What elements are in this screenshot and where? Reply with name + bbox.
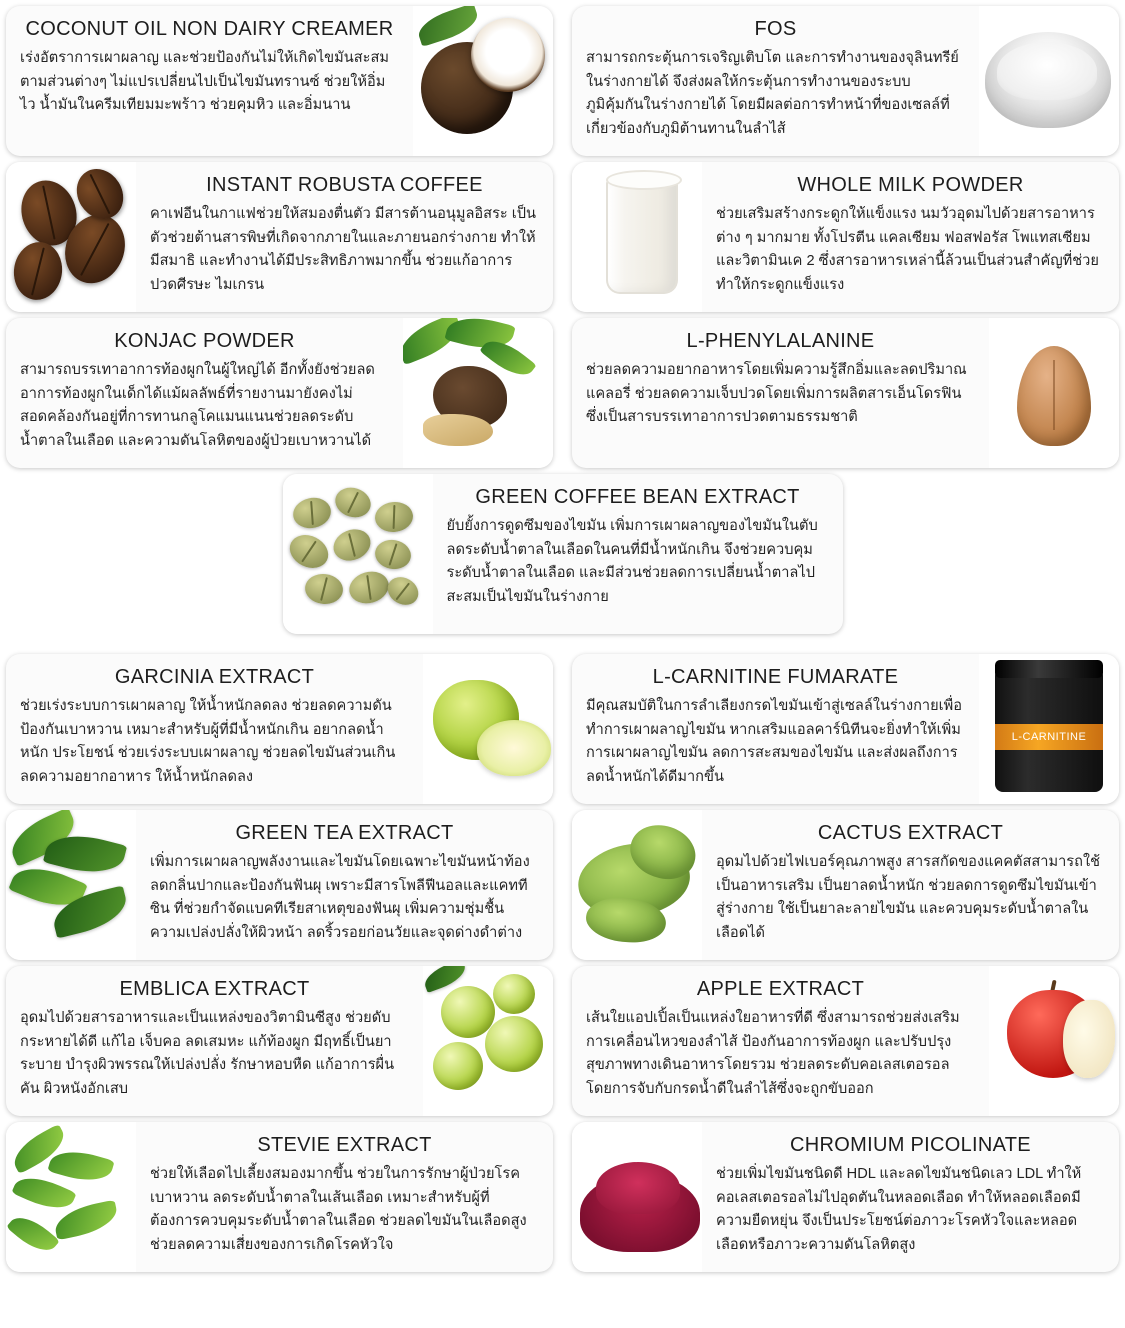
card-row <box>0 654 1125 804</box>
card-title: STEVIE EXTRACT <box>257 1134 432 1156</box>
card-body <box>702 1122 1119 1272</box>
card-title: GARCINIA EXTRACT <box>114 666 315 688</box>
card-body <box>702 810 1119 960</box>
card-description: สามารถกระตุ้นการเจริญเติบโต และการทำงานของจุลินทรีย์ในร่างกายได้ จึงส่งผลให้กระตุ้นการทำงานของระบบภูมิคุ้มกันในร่างกายได้ โดยมีผลต่อการทำหน้าที่ของเซลล์ที่เกี่ยวข้องกับภูมิต้านทานในลำไส้ <box>586 50 959 137</box>
card-row <box>0 810 1125 960</box>
section-one <box>0 6 1125 634</box>
card-title: L-PHENYLALANINE <box>686 330 875 352</box>
konjac-image <box>403 318 553 468</box>
coffee-beans-image <box>6 162 136 312</box>
garcinia-image <box>423 654 553 804</box>
ingredient-card-chromium-picolinate <box>572 1122 1119 1272</box>
ingredient-card-cactus-extract <box>572 810 1119 960</box>
card-row <box>0 1122 1125 1272</box>
ingredient-card-stevie-extract <box>6 1122 553 1272</box>
ingredient-card-instant-robusta-coffee <box>6 162 553 312</box>
almond-image <box>989 318 1119 468</box>
ingredient-card-konjac-powder <box>6 318 553 468</box>
card-description: ช่วยเพิ่มไขมันชนิดดี HDL และลดไขมันชนิดเลว LDL ทำให้คอเลสเตอรอลไม่ไปอุดตันในหลอดเลือด ทำให้หลอดเลือดมีความยืดหยุ่น จึงเป็นประโยชน์ต่อภาวะโรคหัวใจและหลอดเลือดหรือภาวะความดันโลหิตสูง <box>716 1166 1082 1253</box>
fos-powder-image <box>979 6 1119 156</box>
card-title: L-CARNITINE FUMARATE <box>652 666 899 688</box>
card-body <box>6 966 423 1116</box>
card-title: CACTUS EXTRACT <box>817 822 1004 844</box>
carnitine-jar-image <box>979 654 1119 804</box>
cactus-image <box>572 810 702 960</box>
card-row <box>0 474 1125 634</box>
card-description: ยับยั้งการดูดซึมของไขมัน เพิ่มการเผาผลาญของไขมันในตับ ลดระดับน้ำตาลในเลือดในคนที่มีน้ำหนักเกิน จึงช่วยควบคุมระดับน้ำตาลในเลือด และมีส่วนช่วยลดการเปลี่ยนน้ำตาลไปสะสมเป็นไขมันในร่างกาย <box>446 518 818 605</box>
ingredient-card-l-carnitine-fumarate <box>572 654 1119 804</box>
milk-glass-image <box>572 162 702 312</box>
section-two <box>0 654 1125 1272</box>
section-divider <box>0 640 1125 654</box>
card-title: WHOLE MILK POWDER <box>797 174 1024 196</box>
coconut-image <box>413 6 553 156</box>
card-title: GREEN TEA EXTRACT <box>235 822 454 844</box>
card-body <box>136 162 553 312</box>
stevia-image <box>6 1122 136 1272</box>
card-title: FOS <box>754 18 797 40</box>
card-description: ช่วยเร่งระบบการเผาผลาญ ให้น้ำหนักลดลง ช่วยลดความดัน ป้องกันเบาหวาน เหมาะสำหรับผู้ที่มีน้ำหนักเกิน อยากลดน้ำหนัก ประโยชน์ ช่วยเร่งระบบเผาผลาญ ช่วยลดไขมันส่วนเกิน ลดความอยากอาหาร ให้น้ำหนักลดลง <box>20 698 396 785</box>
card-description: ช่วยเสริมสร้างกระดูกให้แข็งแรง นมวัวอุดมไปด้วยสารอาหารต่าง ๆ มากมาย ทั้งโปรตีน แคลเซียม ฟอสฟอรัส โพแทสเซียม และวิตามินเค 2 ซึ่งสารอาหารเหล่านี้ล้วนเป็นส่วนสำคัญที่ช่วยทำให้กระดูกแข็งแรง <box>716 206 1099 293</box>
card-row <box>0 318 1125 468</box>
card-row <box>0 162 1125 312</box>
card-body <box>136 1122 553 1272</box>
card-title: INSTANT ROBUSTA COFFEE <box>206 174 483 196</box>
ingredient-card-green-tea-extract <box>6 810 553 960</box>
card-description: อุดมไปด้วยสารอาหารและเป็นแหล่งของวิตามินซีสูง ช่วยดับกระหายได้ดี แก้ไอ เจ็บคอ ลดเสมหะ แก้ท้องผูก มีฤทธิ์เป็นยาระบาย บำรุงผิวพรรณให้เปล่งปลั่ง รักษาหอบหืด แก้อาการผื่นคัน ผิวหนังอักเสบ <box>20 1010 395 1097</box>
ingredient-card-apple-extract <box>572 966 1119 1116</box>
card-description: เพิ่มการเผาผลาญพลังงานและไขมันโดยเฉพาะไขมันหน้าท้อง ลดกลิ่นปากและป้องกันฟันผุ เพราะมีสารโพลีฟีนอลและแคททีซิน ที่ช่วยกำจัดแบคทีเรียสาเหตุของฟันผุ เพิ่มความชุ่มชื้น ความเปล่งปลั่งให้ผิวหน้า ลดริ้วรอยก่อนวัยและจุดด่างดำต่าง <box>150 854 530 941</box>
ingredient-card-coconut-oil <box>6 6 553 156</box>
card-description: ช่วยให้เลือดไปเลี้ยงสมองมากขึ้น ช่วยในการรักษาผู้ป่วยโรคเบาหวาน ลดระดับน้ำตาลในเส้นเลือด เหมาะสำหรับผู้ที่ต้องการควบคุมระดับน้ำตาลในเลือด ช่วยลดไขมันในเลือดสูง ช่วยลดความเสี่ยงของการเกิดโรคหัวใจ <box>150 1166 527 1253</box>
green-tea-image <box>6 810 136 960</box>
card-description: มีคุณสมบัติในการลำเลียงกรดไขมันเข้าสู่เซลล์ในร่างกายเพื่อทำการเผาผลาญไขมัน หากเสริมแอลคาร์นิทีนจะยิ่งทำให้เพิ่มการเผาผลาญไขมัน ลดการสะสมของไขมัน และส่งผลถึงการลดน้ำหนักได้ดีมากขึ้น <box>586 698 963 785</box>
card-row <box>0 6 1125 156</box>
card-description: อุดมไปด้วยไฟเบอร์คุณภาพสูง สารสกัดของแคคตัสสามารถใช้เป็นอาหารเสริม เป็นยาลดน้ำหนัก ช่วยลดการดูดซึมไขมันเข้าสู่ร่างกาย ใช้เป็นยาละลายไขมัน และควบคุมระดับน้ำตาลในเลือดได้ <box>716 854 1101 941</box>
ingredient-card-garcinia-extract <box>6 654 553 804</box>
card-description: เร่งอัตราการเผาผลาญ และช่วยป้องกันไม่ให้เกิดไขมันสะสมตามส่วนต่างๆ ไม่แปรเปลี่ยนไปเป็นไขมันทรานซ์ ช่วยให้อิ่มไว น้ำมันในครีมเทียมมะพร้าว ช่วยคุมหิว และอิ่มนาน <box>20 50 390 114</box>
card-body <box>433 474 843 634</box>
ingredient-card-emblica-extract <box>6 966 553 1116</box>
card-title: GREEN COFFEE BEAN EXTRACT <box>475 486 800 508</box>
emblica-image <box>423 966 553 1116</box>
card-row <box>0 966 1125 1116</box>
card-description: เส้นใยแอปเปิ้ลเป็นแหล่งใยอาหารที่ดี ซึ่งสามารถช่วยส่งเสริมการเคลื่อนไหวของลำไส้ ป้องกันอาการท้องผูก และปรับปรุงสุขภาพทางเดินอาหารโดยรวม ช่วยลดระดับคอเลสเตอรอลโดยการจับกับกรดน้ำดีในลำไส้ซึ่งจะถูกขับออก <box>586 1010 960 1097</box>
card-description: สามารถบรรเทาอาการท้องผูกในผู้ใหญ่ได้ อีกทั้งยังช่วยลดอาการท้องผูกในเด็กได้แม้ผลลัพธ์ที่รายงานมายังคงไม่สอดคล้องกันอยู่ที่การทานกลูโคแมนแนนช่วยลดระดับน้ำตาลในเลือด และความดันโลหิตของผู้ป่วยเบาหวานได้ <box>20 362 375 449</box>
card-title: KONJAC POWDER <box>114 330 295 352</box>
card-description: ช่วยลดความอยากอาหารโดยเพิ่มความรู้สึกอิ่มและลดปริมาณแคลอรี่ ช่วยลดความเจ็บปวดโดยเพิ่มการผลิตสารเอ็นโดรฟินซึ่งเป็นสารบรรเทาอาการปวดตามธรรมชาติ <box>586 362 967 426</box>
card-body <box>136 810 553 960</box>
card-body <box>572 654 979 804</box>
card-body <box>6 318 403 468</box>
card-body <box>702 162 1119 312</box>
ingredient-card-whole-milk-powder <box>572 162 1119 312</box>
apple-image <box>989 966 1119 1116</box>
card-body <box>572 318 989 468</box>
ingredient-card-l-phenylalanine <box>572 318 1119 468</box>
card-body <box>6 6 413 156</box>
card-body <box>572 966 989 1116</box>
ingredient-card-fos <box>572 6 1119 156</box>
card-description: คาเฟอีนในกาแฟช่วยให้สมองตื่นตัว มีสารต้านอนุมูลอิสระ เป็นตัวช่วยต้านสารพิษที่เกิดจากภายในและภายนอกร่างกาย ทำให้มีสมาธิ และทำงานได้มีประสิทธิภาพมากขึ้น ช่วยแก้อาการปวดศีรษะ ไมเกรน <box>150 206 537 293</box>
card-body <box>572 6 979 156</box>
ingredient-card-green-coffee-bean-extract <box>283 474 843 634</box>
jar-label: L-CARNITINE <box>1011 731 1087 743</box>
card-body <box>6 654 423 804</box>
green-coffee-beans-image <box>283 474 433 634</box>
card-title: APPLE EXTRACT <box>696 978 865 1000</box>
card-title: CHROMIUM PICOLINATE <box>790 1134 1031 1156</box>
card-title: EMBLICA EXTRACT <box>119 978 310 1000</box>
card-title: COCONUT OIL NON DAIRY CREAMER <box>25 18 394 40</box>
chromium-powder-image <box>572 1122 702 1272</box>
